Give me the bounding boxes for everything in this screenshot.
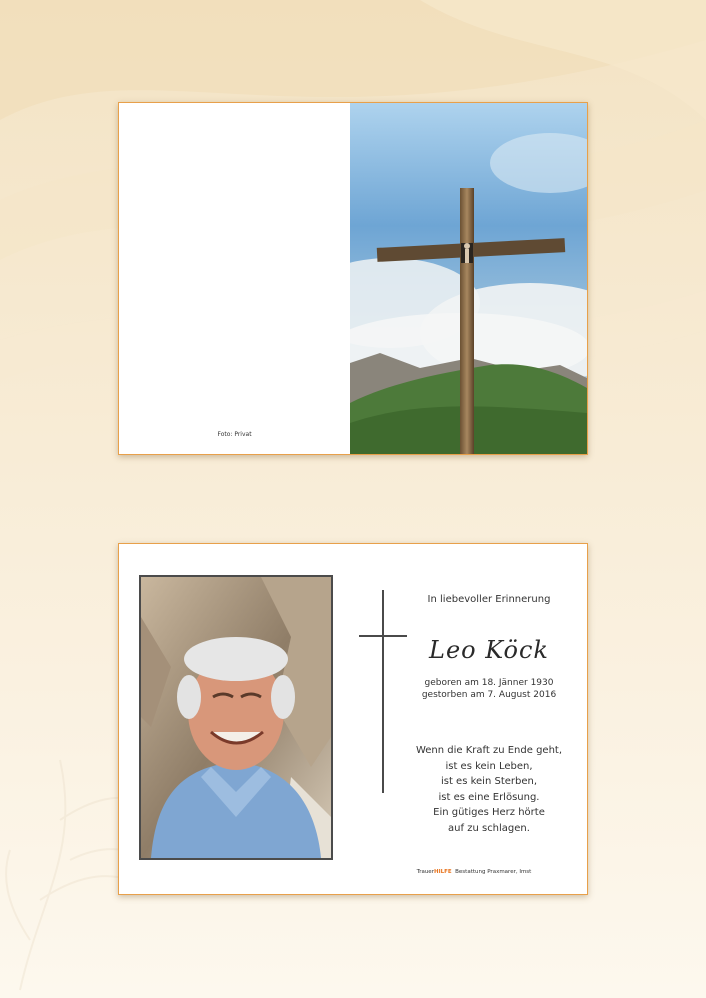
memorial-poem — [394, 743, 584, 836]
poem-line: Ein gütiges Herz hörte — [433, 807, 545, 818]
back-panel — [119, 103, 350, 454]
cross-vertical-line — [382, 590, 384, 793]
poem-line: ist es kein Leben, — [445, 760, 533, 772]
poem-line: auf zu schlagen. — [448, 822, 530, 834]
brand-name-part1: Trauer — [416, 869, 434, 875]
poem-line: ist es eine Erlösung. — [438, 791, 540, 803]
memorial-heading: In liebevoller Erinnerung — [427, 594, 551, 605]
birth-date: geboren am 18. Jänner 1930 — [424, 678, 554, 688]
front-card — [118, 102, 588, 455]
funeral-home-footer — [369, 869, 579, 875]
inner-card — [118, 543, 588, 895]
deceased-name: Leo Köck — [429, 636, 549, 664]
brand-name-part2: HILFE — [433, 869, 452, 875]
photo-credit: Foto: Privat — [217, 431, 252, 438]
poem-line: ist es kein Sterben, — [440, 776, 538, 787]
death-date: gestorben am 7. August 2016 — [421, 690, 557, 700]
portrait-photo — [139, 575, 333, 860]
funeral-home-name: Bestattung Praxmarer, Imst — [455, 869, 532, 875]
poem-line: Wenn die Kraft zu Ende geht, — [415, 745, 563, 756]
life-dates — [399, 677, 579, 701]
cross-photo — [350, 103, 587, 454]
